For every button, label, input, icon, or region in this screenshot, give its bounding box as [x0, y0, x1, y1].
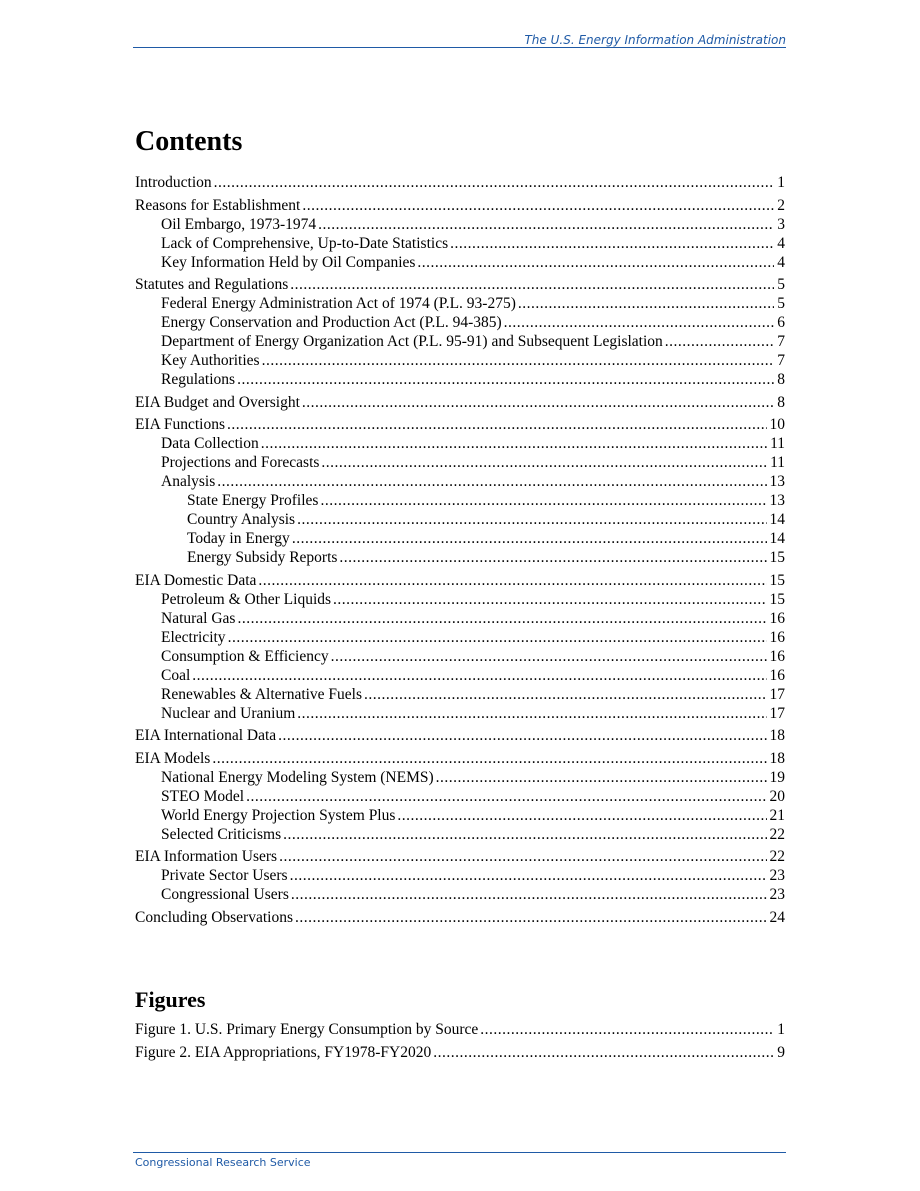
dot-leader — [480, 1020, 774, 1039]
dot-leader — [278, 726, 766, 745]
entry-label: Consumption & Efficiency — [161, 647, 329, 665]
toc-entry[interactable] — [135, 332, 785, 351]
dot-leader — [292, 529, 767, 548]
entry-label: Key Information Held by Oil Companies — [161, 253, 416, 271]
figure-entry[interactable] — [135, 1020, 785, 1039]
running-header: The U.S. Energy Information Administration — [524, 33, 786, 47]
entry-page-number: 22 — [769, 825, 785, 843]
toc-entry[interactable] — [135, 313, 785, 332]
entry-label: State Energy Profiles — [187, 492, 319, 509]
dot-leader — [321, 453, 767, 472]
entry-label: Projections and Forecasts — [161, 454, 320, 471]
dot-leader — [290, 275, 774, 294]
footer-rule — [133, 1152, 786, 1153]
entry-page-number: 13 — [769, 492, 785, 509]
entry-page-number: 15 — [769, 549, 785, 566]
toc-entry[interactable] — [135, 453, 785, 472]
dot-leader — [302, 393, 774, 412]
entry-page-number: 18 — [769, 749, 785, 767]
dot-leader — [217, 472, 766, 491]
toc-entry[interactable] — [135, 825, 785, 844]
dot-leader — [665, 332, 774, 351]
toc-entry[interactable] — [135, 609, 785, 628]
dot-leader — [450, 234, 774, 253]
entry-page-number: 14 — [769, 530, 785, 547]
toc-entry[interactable] — [135, 571, 785, 590]
entry-label: Key Authorities — [161, 352, 260, 369]
dot-leader — [320, 491, 766, 510]
toc-entry[interactable] — [135, 491, 785, 510]
entry-page-number: 23 — [769, 867, 785, 884]
toc-entry[interactable] — [135, 415, 785, 434]
toc-entry[interactable] — [135, 370, 785, 389]
entry-page-number: 7 — [777, 352, 785, 369]
entry-page-number: 4 — [777, 253, 785, 271]
toc-entry[interactable] — [135, 253, 785, 272]
entry-page-number: 16 — [769, 666, 785, 684]
toc-entry[interactable] — [135, 434, 785, 453]
toc-entry[interactable] — [135, 510, 785, 529]
list-of-figures — [135, 1020, 785, 1062]
dot-leader — [214, 173, 775, 192]
entry-label: Energy Conservation and Production Act (P.L. 94-385) — [161, 314, 502, 331]
entry-page-number: 10 — [769, 416, 785, 433]
running-footer: Congressional Research Service — [135, 1156, 311, 1169]
entry-label: Electricity — [161, 628, 226, 646]
entry-label: Petroleum & Other Liquids — [161, 590, 332, 608]
entry-page-number: 9 — [777, 1044, 785, 1061]
toc-entry[interactable] — [135, 749, 785, 768]
entry-page-number: 22 — [769, 848, 785, 865]
dot-leader — [318, 215, 774, 234]
dot-leader — [504, 313, 775, 332]
dot-leader — [331, 647, 767, 666]
toc-entry[interactable] — [135, 215, 785, 234]
dot-leader — [339, 548, 766, 567]
toc-entry[interactable] — [135, 234, 785, 253]
entry-label: EIA International Data — [135, 727, 277, 744]
entry-label: Oil Embargo, 1973-1974 — [161, 215, 317, 233]
entry-page-number: 7 — [777, 333, 785, 350]
dot-leader — [258, 571, 766, 590]
entry-page-number: 16 — [769, 609, 785, 627]
entry-label: EIA Models — [135, 749, 211, 767]
entry-label: Private Sector Users — [161, 867, 288, 884]
entry-label: Country Analysis — [187, 511, 296, 528]
dot-leader — [212, 749, 766, 768]
toc-entry[interactable] — [135, 726, 785, 745]
toc-entry[interactable] — [135, 885, 785, 904]
entry-page-number: 23 — [769, 886, 785, 903]
dot-leader — [290, 866, 767, 885]
entry-label: Energy Subsidy Reports — [187, 549, 338, 566]
entry-page-number: 11 — [770, 454, 785, 471]
entry-page-number: 5 — [777, 276, 785, 293]
entry-label: Reasons for Establishment — [135, 196, 301, 214]
toc-entry[interactable] — [135, 647, 785, 666]
toc-entry[interactable] — [135, 806, 785, 825]
entry-page-number: 21 — [769, 806, 785, 824]
toc-entry[interactable] — [135, 275, 785, 294]
toc-entry[interactable] — [135, 294, 785, 313]
entry-label: Nuclear and Uranium — [161, 704, 296, 722]
dot-leader — [227, 415, 767, 434]
entry-label: EIA Functions — [135, 416, 225, 433]
dot-leader — [302, 196, 774, 215]
toc-entry[interactable] — [135, 866, 785, 885]
dot-leader — [397, 806, 766, 825]
entry-page-number: 17 — [769, 704, 785, 722]
entry-page-number: 13 — [769, 473, 785, 490]
entry-label: Regulations — [161, 371, 236, 388]
entry-page-number: 16 — [769, 647, 785, 665]
dot-leader — [228, 628, 767, 647]
dot-leader — [297, 510, 766, 529]
toc-entry[interactable] — [135, 196, 785, 215]
entry-page-number: 15 — [769, 590, 785, 608]
header-rule — [133, 47, 786, 48]
entry-page-number: 17 — [769, 685, 785, 703]
dot-leader — [333, 590, 766, 609]
dot-leader — [518, 294, 774, 313]
toc-entry[interactable] — [135, 529, 785, 548]
toc-entry[interactable] — [135, 351, 785, 370]
entry-label: Analysis — [161, 473, 216, 490]
toc-entry[interactable] — [135, 393, 785, 412]
dot-leader — [295, 908, 767, 927]
dot-leader — [433, 1043, 774, 1062]
dot-leader — [246, 787, 766, 806]
entry-label: Figure 2. EIA Appropriations, FY1978-FY2020 — [135, 1044, 432, 1061]
entry-page-number: 1 — [777, 1021, 785, 1038]
dot-leader — [279, 847, 766, 866]
entry-page-number: 11 — [770, 435, 785, 452]
toc-entry[interactable] — [135, 173, 785, 192]
entry-page-number: 14 — [769, 511, 785, 528]
entry-label: Today in Energy — [187, 530, 290, 547]
dot-leader — [262, 351, 775, 370]
entry-page-number: 16 — [769, 628, 785, 646]
dot-leader — [283, 825, 766, 844]
table-of-contents — [135, 173, 785, 927]
entry-page-number: 8 — [777, 393, 785, 411]
toc-entry[interactable] — [135, 666, 785, 685]
entry-label: Coal — [161, 666, 191, 684]
entry-label: Concluding Observations — [135, 908, 293, 926]
entry-label: Figure 1. U.S. Primary Energy Consumption by Source — [135, 1021, 479, 1038]
entry-label: Natural Gas — [161, 609, 236, 627]
toc-entry[interactable] — [135, 768, 785, 787]
entry-label: EIA Budget and Oversight — [135, 393, 300, 411]
entry-page-number: 6 — [777, 314, 785, 331]
entry-label: Introduction — [135, 174, 212, 191]
entry-page-number: 4 — [777, 234, 785, 252]
toc-entry[interactable] — [135, 472, 785, 491]
entry-label: Renewables & Alternative Fuels — [161, 685, 363, 703]
entry-page-number: 24 — [769, 908, 785, 926]
toc-entry[interactable] — [135, 628, 785, 647]
entry-page-number: 20 — [769, 787, 785, 805]
toc-entry[interactable] — [135, 704, 785, 723]
entry-label: Lack of Comprehensive, Up-to-Date Statistics — [161, 234, 449, 252]
entry-label: National Energy Modeling System (NEMS) — [161, 768, 434, 786]
entry-label: EIA Information Users — [135, 848, 278, 865]
dot-leader — [261, 434, 767, 453]
dot-leader — [237, 609, 766, 628]
dot-leader — [436, 768, 767, 787]
entry-label: EIA Domestic Data — [135, 571, 257, 589]
dot-leader — [417, 253, 774, 272]
entry-page-number: 18 — [769, 727, 785, 744]
toc-entry[interactable] — [135, 590, 785, 609]
figures-title: Figures — [135, 987, 206, 1012]
entry-page-number: 2 — [777, 196, 785, 214]
toc-entry[interactable] — [135, 908, 785, 927]
entry-label: Statutes and Regulations — [135, 276, 289, 293]
entry-page-number: 19 — [769, 768, 785, 786]
entry-label: World Energy Projection System Plus — [161, 806, 396, 824]
dot-leader — [192, 666, 766, 685]
dot-leader — [291, 885, 767, 904]
toc-entry[interactable] — [135, 685, 785, 704]
entry-page-number: 1 — [777, 174, 785, 191]
entry-label: Congressional Users — [161, 886, 289, 903]
entry-label: Data Collection — [161, 435, 259, 452]
entry-page-number: 15 — [769, 571, 785, 589]
contents-title: Contents — [135, 126, 243, 157]
entry-label: Department of Energy Organization Act (P.L. 95-91) and Subsequent Legislation — [161, 333, 663, 350]
entry-page-number: 5 — [777, 295, 785, 312]
toc-entry[interactable] — [135, 548, 785, 567]
entry-label: Federal Energy Administration Act of 1974 (P.L. 93-275) — [161, 295, 516, 312]
entry-page-number: 3 — [777, 215, 785, 233]
toc-entry[interactable] — [135, 787, 785, 806]
toc-entry[interactable] — [135, 847, 785, 866]
dot-leader — [237, 370, 774, 389]
dot-leader — [297, 704, 766, 723]
entry-label: STEO Model — [161, 787, 245, 805]
entry-label: Selected Criticisms — [161, 825, 282, 843]
dot-leader — [364, 685, 766, 704]
entry-page-number: 8 — [777, 371, 785, 388]
figure-entry[interactable] — [135, 1043, 785, 1062]
